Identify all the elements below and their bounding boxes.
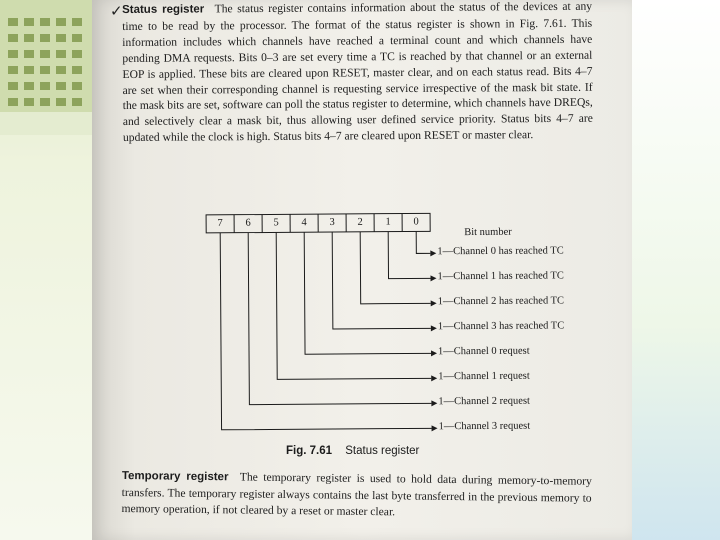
temporary-register-body: The temporary register is used to hold data during memory-to-memory transfers. The temporary register always contains the last byte transferred in the previous memory to memory operation, if not cleared by a reset or master clear. bbox=[121, 470, 592, 519]
channel-label: 1—Channel 0 has reached TC bbox=[437, 245, 564, 258]
figure-lines bbox=[192, 202, 594, 470]
status-register-body: The status register contains information about the status of the devices at any time to be read by the processor. The format of the status register is shown in Fig. 7.61. This information includes which channels have reached a terminal count and which channels have pending DMA requests. Bits 0–3 are set every time a TC is reached by that channel or an external EOP is applied. These bits are cleared upon RESET, master clear, and on each status read. Bits 4–7 are set when their corresponding channel is requesting service irrespective of the mask bit state. If the mask bits are set, software can poll the status register to determine, which channels have DREQs, and selectively clear a mask bit, thus allowing user defined service priority. Status bits 4–7 are updated while the clock is high. Status bits 4–7 are cleared upon RESET or master clear. bbox=[122, 0, 593, 145]
status-register-heading: Status register bbox=[122, 3, 205, 16]
bit-cell: 0 bbox=[413, 216, 419, 228]
temporary-register-heading: Temporary register bbox=[121, 469, 229, 484]
channel-label: 1—Channel 1 request bbox=[438, 370, 530, 383]
temporary-register-paragraph bbox=[121, 468, 592, 522]
bit-cell: 3 bbox=[329, 217, 335, 229]
figure-number: Fig. 7.61 bbox=[286, 445, 333, 457]
bit-cell: 6 bbox=[245, 217, 251, 229]
channel-label: 1—Channel 3 has reached TC bbox=[437, 320, 565, 333]
bit-cell: 4 bbox=[301, 217, 307, 229]
slide-background-right bbox=[632, 0, 720, 540]
circuit-chip-decoration bbox=[0, 0, 92, 135]
figure-caption bbox=[286, 445, 419, 457]
channel-label: 1—Channel 2 has reached TC bbox=[437, 295, 565, 308]
bit-cell: 1 bbox=[385, 216, 391, 228]
checkmark-icon: ✓ bbox=[110, 4, 123, 20]
figure-title: Status register bbox=[345, 445, 420, 457]
channel-label: 1—Channel 2 request bbox=[438, 395, 530, 408]
textbook-page bbox=[92, 0, 632, 540]
bit-cell: 2 bbox=[357, 216, 363, 228]
channel-label: 1—Channel 3 request bbox=[438, 420, 531, 433]
bit-cell: 5 bbox=[273, 217, 279, 229]
status-register-paragraph bbox=[122, 0, 593, 146]
channel-label: 1—Channel 0 request bbox=[437, 345, 530, 358]
status-register-figure bbox=[192, 202, 594, 470]
bit-cell: 7 bbox=[217, 217, 223, 229]
bit-number-label: Bit number bbox=[464, 226, 512, 239]
channel-label: 1—Channel 1 has reached TC bbox=[437, 270, 564, 283]
